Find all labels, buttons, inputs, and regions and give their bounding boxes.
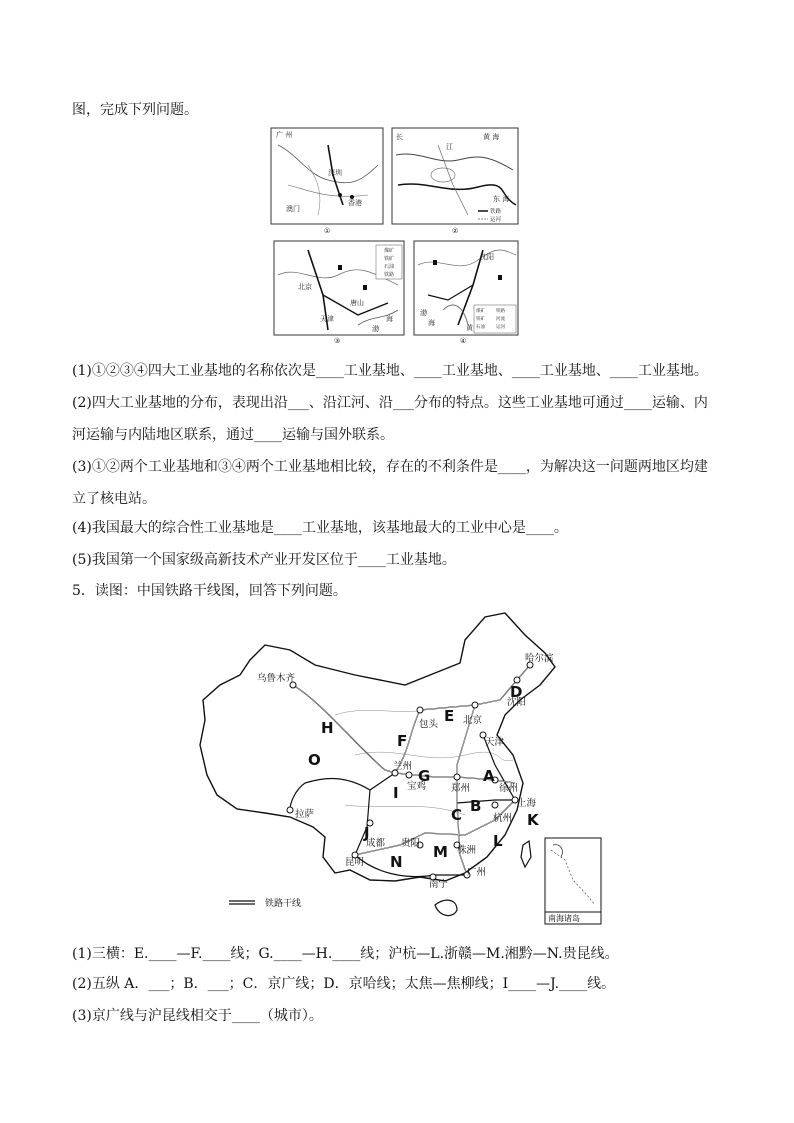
line-letter: L: [493, 832, 503, 850]
map-1-label: 香港: [348, 199, 362, 207]
q5-item-1: (1)三横：E.____—F.____线；G.____—H.____线；沪杭—L.浙赣—M.湘黔—N.贵昆线。: [72, 946, 619, 962]
map-1: [271, 128, 383, 224]
line-letter: J: [364, 824, 370, 842]
city-label: 南宁: [429, 879, 449, 890]
map-4-label: 沈阳: [480, 253, 494, 261]
line-letter: O: [308, 751, 321, 769]
line-letter: B: [470, 797, 482, 815]
line-letter: C: [451, 806, 463, 824]
map-3: [274, 241, 404, 335]
map-1-label: 广 州: [276, 131, 293, 139]
map-3-caption: ③: [334, 337, 341, 343]
q4-item-4: (4)我国最大的综合性工业基地是____工业基地，该基地最大的工业中心是____。: [72, 520, 568, 536]
map-2-label: 东 海: [493, 195, 510, 203]
map-3-label: 北京: [298, 283, 312, 291]
map-2-label: 黄 海: [483, 133, 500, 141]
map-2-legend: 运河: [490, 217, 502, 223]
city-label: 徐州: [499, 783, 519, 794]
map-2: [392, 128, 518, 224]
city-label: 杭州: [493, 813, 513, 824]
line-letter: E: [444, 707, 455, 725]
map-3-legend: 铁路: [384, 272, 395, 278]
map-4-legend: 铁矿: [476, 317, 485, 322]
q5-title: 5．读图：中国铁路干线图，回答下列问题。: [72, 583, 347, 599]
city-label: 昆明: [345, 857, 365, 868]
map-4-label: 渤: [420, 309, 427, 317]
q4-item-5: (5)我国第一个国家级高新技术产业开发区位于____工业基地。: [72, 552, 456, 568]
map-4-caption: ④: [460, 337, 467, 343]
map-2-caption: ②: [452, 227, 459, 235]
q4-item-2-cont: 河运输与内陆地区联系，通过____运输与国外联系。: [72, 427, 394, 443]
city-label: 贵阳: [401, 838, 421, 849]
map-3-label: 唐山: [350, 299, 364, 307]
city-label: 哈尔滨: [525, 653, 554, 664]
city-label: 上海: [517, 798, 537, 809]
map-3-legend: 铁矿: [384, 256, 395, 262]
line-letter: G: [418, 767, 431, 785]
city-label: 株洲: [457, 845, 477, 856]
line-letter: F: [397, 732, 408, 750]
city-label: 广州: [467, 867, 487, 878]
q4-item-1: (1)①②③④四大工业基地的名称依次是____工业基地、____工业基地、____工业基地、____工业基地。: [72, 363, 708, 379]
line-letter: M: [433, 843, 448, 861]
legend-label: 铁路干线: [265, 899, 302, 909]
city-label: 成都: [366, 838, 386, 849]
map-4-legend: 煤矿: [476, 309, 485, 314]
q4-item-2: (2)四大工业基地的分布，表现出沿___、沿江河、沿___分布的特点。这些工业基地可通过____运输、内: [72, 395, 708, 411]
industrial-base-maps: [268, 125, 522, 343]
map-4-legend: 石油: [476, 325, 485, 330]
city-label: 北京: [463, 715, 483, 726]
taiwan-island: [521, 841, 531, 867]
south-china-sea-inset: [545, 838, 601, 924]
line-letter: H: [321, 719, 334, 737]
line-letter: K: [527, 811, 539, 829]
line-letter: A: [483, 767, 495, 785]
map-3-legend: 煤矿: [384, 248, 395, 254]
map-1-label: 澳门: [286, 205, 300, 213]
china-railway-map: [195, 605, 607, 930]
map-3-legend: 石油: [384, 264, 395, 270]
q4-item-3-cont: 立了核电站。: [72, 491, 156, 507]
city-label: 乌鲁木齐: [257, 673, 296, 684]
q5-item-3: (3)京广线与沪昆线相交于____（城市）。: [72, 1008, 323, 1024]
map-4-label: 海: [428, 319, 435, 327]
map-legend: [229, 897, 301, 909]
line-letter: D: [510, 683, 523, 701]
map-3-label: 天津: [320, 315, 334, 323]
map-1-label: 深圳: [328, 169, 342, 177]
city-label: 兰州: [393, 761, 413, 772]
map-4: [414, 241, 518, 335]
line-letter: N: [390, 853, 403, 871]
inset-label: 南海诸岛: [548, 914, 580, 923]
map-2-legend: 铁路: [490, 209, 502, 215]
city-label: 包头: [419, 719, 439, 730]
map-4-label: 黄: [466, 324, 473, 332]
city-label: 天津: [485, 737, 505, 748]
city-label: 沈阳: [507, 697, 527, 708]
map-4-legend: 运河: [496, 325, 505, 330]
map-1-caption: ①: [324, 227, 331, 235]
hainan-island: [435, 900, 457, 915]
map-3-label: 渤: [372, 325, 379, 333]
line-letter: I: [393, 784, 399, 802]
map-4-legend: 铁路: [496, 309, 505, 314]
map-4-legend: 河流: [496, 317, 505, 322]
intro-text: 图，完成下列问题。: [72, 102, 198, 118]
q4-item-3: (3)①②两个工业基地和③④两个工业基地相比较，存在的不利条件是____，为解决这一问题两地区均建: [72, 459, 708, 475]
map-2-label: 长: [396, 133, 403, 141]
city-label: 宝鸡: [407, 781, 427, 792]
map-2-label: 江: [446, 143, 453, 151]
q5-item-2: (2)五纵 A．___；B．___；C．京广线；D．京哈线；太焦—焦柳线；I____—J.____线。: [72, 976, 616, 992]
city-label: 郑州: [451, 783, 471, 794]
city-label: 拉萨: [295, 809, 315, 820]
map-3-label: 海: [386, 315, 393, 323]
